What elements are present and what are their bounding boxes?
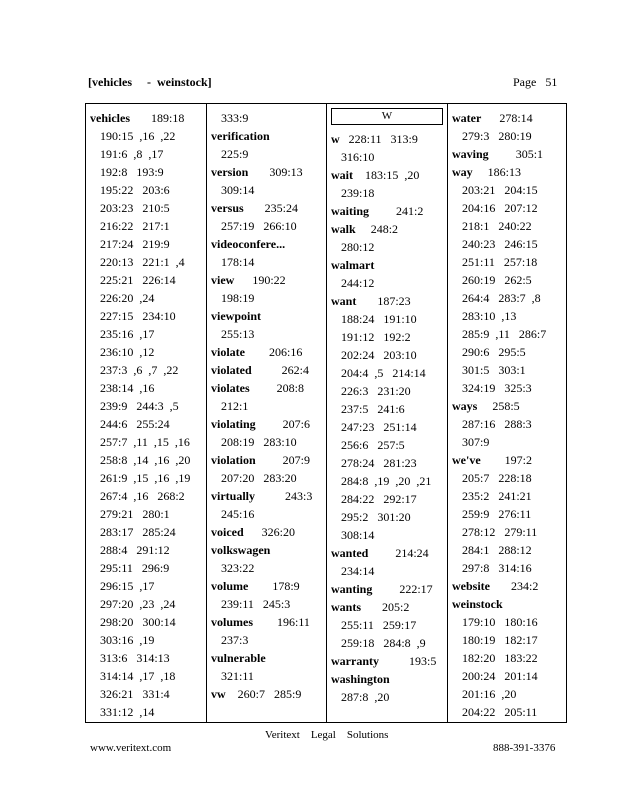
index-entry bbox=[327, 130, 447, 148]
index-references: 208:8 bbox=[249, 381, 305, 395]
index-continuation: 192:8 193:9 bbox=[100, 165, 164, 179]
index-term: viewpoint bbox=[211, 309, 262, 323]
index-column-2 bbox=[207, 104, 327, 722]
index-entry bbox=[207, 415, 326, 433]
index-continuation: 260:19 262:5 bbox=[462, 273, 532, 287]
index-entry bbox=[207, 199, 326, 217]
index-continuation: 227:15 234:10 bbox=[100, 309, 176, 323]
footer-website: www.veritext.com bbox=[90, 742, 172, 754]
index-references: 278:14 bbox=[481, 111, 533, 125]
index-continuation: 207:20 283:20 bbox=[221, 471, 297, 485]
index-continuation: 251:11 257:18 bbox=[462, 255, 538, 269]
index-term: ways bbox=[452, 399, 478, 413]
index-continuation: 258:8 ,14 ,16 ,20 bbox=[100, 453, 191, 467]
index-continuation: 235:2 241:21 bbox=[462, 489, 532, 503]
index-continuation: 234:14 bbox=[341, 564, 375, 578]
index-references: 190:22 bbox=[234, 273, 286, 287]
index-entry bbox=[327, 202, 447, 220]
index-continuation: 202:24 203:10 bbox=[341, 348, 417, 362]
index-term: way bbox=[452, 165, 473, 179]
index-continuation: 247:23 251:14 bbox=[341, 420, 417, 434]
index-entry bbox=[207, 487, 326, 505]
index-continuation: 217:24 219:9 bbox=[100, 237, 170, 251]
index-references: 258:5 bbox=[477, 399, 520, 413]
index-entry bbox=[207, 235, 326, 253]
index-continuation: 238:14 ,16 bbox=[100, 381, 155, 395]
index-continuation: 240:23 246:15 bbox=[462, 237, 538, 251]
index-term: vulnerable bbox=[211, 651, 266, 665]
index-continuation: 226:3 231:20 bbox=[341, 384, 411, 398]
index-references: 178:9 bbox=[248, 579, 300, 593]
index-term: wait bbox=[331, 168, 353, 182]
index-continuation: 195:22 203:6 bbox=[100, 183, 170, 197]
index-entry bbox=[207, 523, 326, 541]
index-references: 235:24 bbox=[243, 201, 299, 215]
index-continuation: 198:19 bbox=[221, 291, 255, 305]
index-continuation: 180:19 182:17 bbox=[462, 633, 538, 647]
index-references: 186:13 bbox=[472, 165, 522, 179]
index-entry bbox=[207, 163, 326, 181]
index-continuation: 261:9 ,15 ,16 ,19 bbox=[100, 471, 191, 485]
index-term: w bbox=[331, 132, 340, 146]
index-references: 207:9 bbox=[255, 453, 311, 467]
index-continuation: 244:6 255:24 bbox=[100, 417, 170, 431]
index-column-3 bbox=[327, 104, 448, 722]
index-continuation: 308:14 bbox=[341, 528, 375, 542]
index-continuation: 279:3 280:19 bbox=[462, 129, 532, 143]
index-entry bbox=[207, 649, 326, 667]
index-references: 207:6 bbox=[255, 417, 311, 431]
index-term: versus bbox=[211, 201, 244, 215]
index-term: virtually bbox=[211, 489, 255, 503]
index-references: 248:2 bbox=[355, 222, 399, 236]
index-continuation: 333:9 bbox=[221, 111, 249, 125]
index-term: waving bbox=[452, 147, 489, 161]
index-continuation: 280:12 bbox=[341, 240, 375, 254]
index-continuation: 245:16 bbox=[221, 507, 255, 521]
index-continuation: 188:24 191:10 bbox=[341, 312, 417, 326]
index-entry bbox=[207, 343, 326, 361]
index-continuation: 321:11 bbox=[221, 669, 254, 683]
index-term: violating bbox=[211, 417, 256, 431]
index-continuation: 278:24 281:23 bbox=[341, 456, 417, 470]
index-term: violation bbox=[211, 453, 256, 467]
index-continuation: 284:22 292:17 bbox=[341, 492, 417, 506]
footer-phone: 888-391-3376 bbox=[493, 742, 556, 754]
index-continuation: 279:21 280:1 bbox=[100, 507, 170, 521]
index-continuation: 212:1 bbox=[221, 399, 249, 413]
index-references: 228:11 313:9 bbox=[339, 132, 418, 146]
index-entry bbox=[327, 580, 447, 598]
index-continuation: 255:13 bbox=[221, 327, 255, 341]
index-entry bbox=[327, 292, 447, 310]
index-entry bbox=[327, 166, 447, 184]
index-continuation: 287:16 288:3 bbox=[462, 417, 532, 431]
index-term: violated bbox=[211, 363, 252, 377]
page-header-range: [vehicles - weinstock] bbox=[88, 75, 212, 89]
index-term: we've bbox=[452, 453, 481, 467]
index-continuation: 309:14 bbox=[221, 183, 255, 197]
index-continuation: 283:10 ,13 bbox=[462, 309, 517, 323]
index-continuation: 201:16 ,20 bbox=[462, 687, 517, 701]
index-entry bbox=[327, 670, 447, 688]
index-references: 214:24 bbox=[368, 546, 429, 560]
index-continuation: 239:9 244:3 ,5 bbox=[100, 399, 179, 413]
index-continuation: 204:4 ,5 214:14 bbox=[341, 366, 426, 380]
letter-heading: W bbox=[331, 108, 443, 125]
index-term: want bbox=[331, 294, 357, 308]
index-references: 197:2 bbox=[480, 453, 532, 467]
index-entry bbox=[448, 451, 566, 469]
index-term: weinstock bbox=[452, 597, 503, 611]
index-continuation: 190:15 ,16 ,22 bbox=[100, 129, 176, 143]
index-entry bbox=[207, 685, 326, 703]
index-entry bbox=[207, 361, 326, 379]
index-entry bbox=[327, 256, 447, 274]
index-references: 326:20 bbox=[243, 525, 296, 539]
index-continuation: 179:10 180:16 bbox=[462, 615, 538, 629]
index-continuation: 297:20 ,23 ,24 bbox=[100, 597, 176, 611]
index-term: water bbox=[452, 111, 482, 125]
index-continuation: 331:12 ,14 bbox=[100, 705, 155, 719]
index-continuation: 236:10 ,12 bbox=[100, 345, 155, 359]
index-continuation: 235:16 ,17 bbox=[100, 327, 155, 341]
index-continuation: 178:14 bbox=[221, 255, 255, 269]
index-continuation: 208:19 283:10 bbox=[221, 435, 297, 449]
index-term: vehicles bbox=[90, 111, 130, 125]
index-entry bbox=[327, 220, 447, 238]
index-table bbox=[85, 103, 567, 723]
index-continuation: 323:22 bbox=[221, 561, 255, 575]
index-references: 205:2 bbox=[361, 600, 410, 614]
index-continuation: 257:7 ,11 ,15 ,16 bbox=[100, 435, 190, 449]
index-entry bbox=[448, 397, 566, 415]
index-continuation: 267:4 ,16 268:2 bbox=[100, 489, 185, 503]
index-continuation: 326:21 331:4 bbox=[100, 687, 170, 701]
index-continuation: 225:9 bbox=[221, 147, 249, 161]
index-term: videoconfere... bbox=[211, 237, 286, 251]
index-continuation: 237:3 bbox=[221, 633, 249, 647]
index-term: verification bbox=[211, 129, 270, 143]
index-continuation: 288:4 291:12 bbox=[100, 543, 170, 557]
index-continuation: 257:19 266:10 bbox=[221, 219, 297, 233]
index-continuation: 284:1 288:12 bbox=[462, 543, 532, 557]
index-continuation: 298:20 300:14 bbox=[100, 615, 176, 629]
index-entry bbox=[207, 271, 326, 289]
index-references: 193:5 bbox=[379, 654, 437, 668]
index-entry bbox=[207, 451, 326, 469]
index-references: 206:16 bbox=[245, 345, 303, 359]
index-term: version bbox=[211, 165, 249, 179]
index-continuation: 295:2 301:20 bbox=[341, 510, 411, 524]
index-continuation: 216:22 217:1 bbox=[100, 219, 170, 233]
index-entry bbox=[207, 613, 326, 631]
index-continuation: 264:4 283:7 ,8 bbox=[462, 291, 541, 305]
index-entry bbox=[207, 307, 326, 325]
index-continuation: 237:5 241:6 bbox=[341, 402, 405, 416]
footer-company: Veritext Legal Solutions bbox=[265, 729, 389, 741]
index-continuation: 324:19 325:3 bbox=[462, 381, 532, 395]
index-term: washington bbox=[331, 672, 390, 686]
index-entry bbox=[448, 109, 566, 127]
index-continuation: 290:6 295:5 bbox=[462, 345, 526, 359]
index-continuation: 301:5 303:1 bbox=[462, 363, 526, 377]
index-term: warranty bbox=[331, 654, 379, 668]
index-references: 243:3 bbox=[255, 489, 313, 503]
index-continuation: 284:8 ,19 ,20 ,21 bbox=[341, 474, 432, 488]
index-continuation: 226:20 ,24 bbox=[100, 291, 155, 305]
index-references: 222:17 bbox=[372, 582, 433, 596]
index-term: walk bbox=[331, 222, 356, 236]
index-continuation: 278:12 279:11 bbox=[462, 525, 538, 539]
index-continuation: 205:7 228:18 bbox=[462, 471, 532, 485]
index-entry bbox=[448, 163, 566, 181]
index-continuation: 285:9 ,11 286:7 bbox=[462, 327, 547, 341]
index-continuation: 225:21 226:14 bbox=[100, 273, 176, 287]
index-term: volkswagen bbox=[211, 543, 271, 557]
index-term: waiting bbox=[331, 204, 370, 218]
index-entry bbox=[327, 544, 447, 562]
index-continuation: 191:12 192:2 bbox=[341, 330, 411, 344]
index-continuation: 203:23 210:5 bbox=[100, 201, 170, 215]
index-entry bbox=[207, 379, 326, 397]
index-continuation: 218:1 240:22 bbox=[462, 219, 532, 233]
index-entry bbox=[207, 127, 326, 145]
index-references: 196:11 bbox=[253, 615, 310, 629]
index-continuation: 307:9 bbox=[462, 435, 490, 449]
index-continuation: 204:16 207:12 bbox=[462, 201, 538, 215]
index-continuation: 297:8 314:16 bbox=[462, 561, 532, 575]
index-term: violates bbox=[211, 381, 250, 395]
index-continuation: 244:12 bbox=[341, 276, 375, 290]
index-term: walmart bbox=[331, 258, 375, 272]
index-term: voiced bbox=[211, 525, 244, 539]
index-continuation: 259:9 276:11 bbox=[462, 507, 532, 521]
index-term: website bbox=[452, 579, 490, 593]
index-column-4 bbox=[448, 104, 566, 722]
index-references: 260:7 285:9 bbox=[225, 687, 302, 701]
index-entry bbox=[86, 109, 206, 127]
index-references: 187:23 bbox=[356, 294, 411, 308]
page-number: Page 51 bbox=[513, 75, 558, 89]
index-references: 241:2 bbox=[369, 204, 424, 218]
index-column-1 bbox=[86, 104, 207, 722]
index-term: wanted bbox=[331, 546, 369, 560]
index-continuation: 237:3 ,6 ,7 ,22 bbox=[100, 363, 179, 377]
index-term: wants bbox=[331, 600, 362, 614]
index-entry bbox=[448, 577, 566, 595]
index-continuation: 316:10 bbox=[341, 150, 375, 164]
index-continuation: 256:6 257:5 bbox=[341, 438, 405, 452]
index-continuation: 295:11 296:9 bbox=[100, 561, 170, 575]
index-entry bbox=[207, 541, 326, 559]
index-entry bbox=[207, 577, 326, 595]
index-continuation: 239:11 245:3 bbox=[221, 597, 291, 611]
index-continuation: 313:6 314:13 bbox=[100, 651, 170, 665]
index-continuation: 314:14 ,17 ,18 bbox=[100, 669, 176, 683]
index-references: 309:13 bbox=[248, 165, 303, 179]
index-continuation: 287:8 ,20 bbox=[341, 690, 390, 704]
index-references: 189:18 bbox=[130, 111, 185, 125]
index-continuation: 259:18 284:8 ,9 bbox=[341, 636, 426, 650]
index-references: 262:4 bbox=[251, 363, 310, 377]
index-continuation: 239:18 bbox=[341, 186, 375, 200]
index-continuation: 296:15 ,17 bbox=[100, 579, 155, 593]
index-continuation: 191:6 ,8 ,17 bbox=[100, 147, 164, 161]
index-term: view bbox=[211, 273, 235, 287]
index-entry bbox=[327, 598, 447, 616]
index-continuation: 220:13 221:1 ,4 bbox=[100, 255, 185, 269]
index-continuation: 303:16 ,19 bbox=[100, 633, 155, 647]
index-entry bbox=[327, 652, 447, 670]
index-entry bbox=[448, 595, 566, 613]
index-continuation: 204:22 205:11 bbox=[462, 705, 538, 719]
index-entry bbox=[448, 145, 566, 163]
index-references: 234:2 bbox=[490, 579, 539, 593]
index-term: volumes bbox=[211, 615, 253, 629]
index-continuation: 200:24 201:14 bbox=[462, 669, 538, 683]
index-term: volume bbox=[211, 579, 249, 593]
index-continuation: 255:11 259:17 bbox=[341, 618, 417, 632]
index-references: 305:1 bbox=[488, 147, 544, 161]
index-term: wanting bbox=[331, 582, 373, 596]
index-references: 183:15 ,20 bbox=[353, 168, 420, 182]
index-continuation: 203:21 204:15 bbox=[462, 183, 538, 197]
index-term: violate bbox=[211, 345, 245, 359]
index-term: vw bbox=[211, 687, 226, 701]
index-continuation: 182:20 183:22 bbox=[462, 651, 538, 665]
index-continuation: 283:17 285:24 bbox=[100, 525, 176, 539]
